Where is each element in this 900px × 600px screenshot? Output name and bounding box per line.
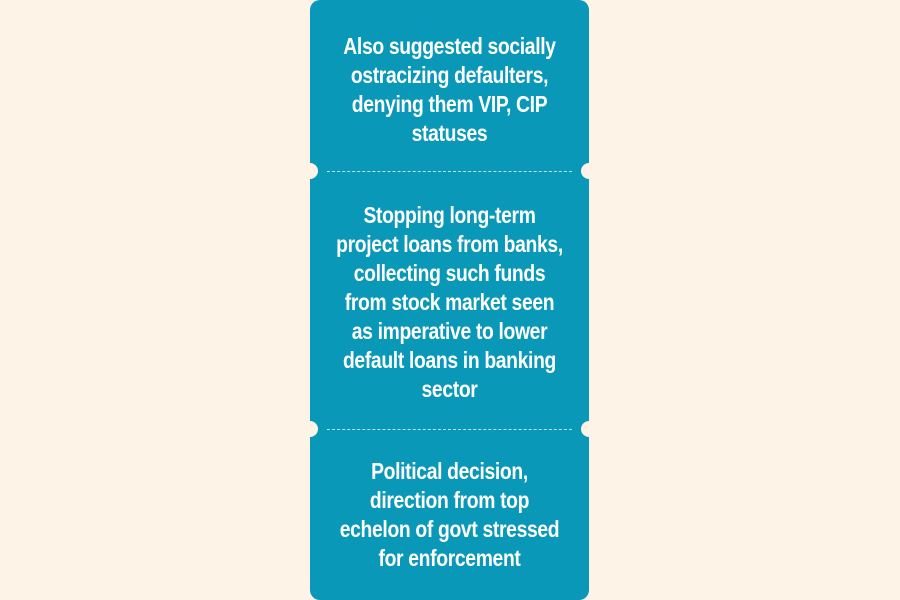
notch-left-1 [302, 163, 318, 179]
point-section-3 [332, 450, 566, 580]
notch-right-1 [581, 163, 597, 179]
notch-right-2 [581, 421, 597, 437]
dashed-divider-1 [327, 171, 572, 172]
point-text-3: Political decision, direction from top echelon of govt stressed for enforcement [339, 458, 560, 571]
point-section-1 [332, 28, 566, 152]
point-text-2: Stopping long-term project loans from banks, collecting such funds from stock market seen as imperative to lower default loans in banking sector [336, 201, 563, 402]
dashed-divider-2 [327, 429, 572, 430]
notch-left-2 [302, 421, 318, 437]
point-section-2 [332, 190, 566, 414]
point-text-1: Also suggested socially ostracizing defaulters, denying them VIP, CIP statuses [343, 33, 556, 146]
info-card [310, 0, 589, 600]
